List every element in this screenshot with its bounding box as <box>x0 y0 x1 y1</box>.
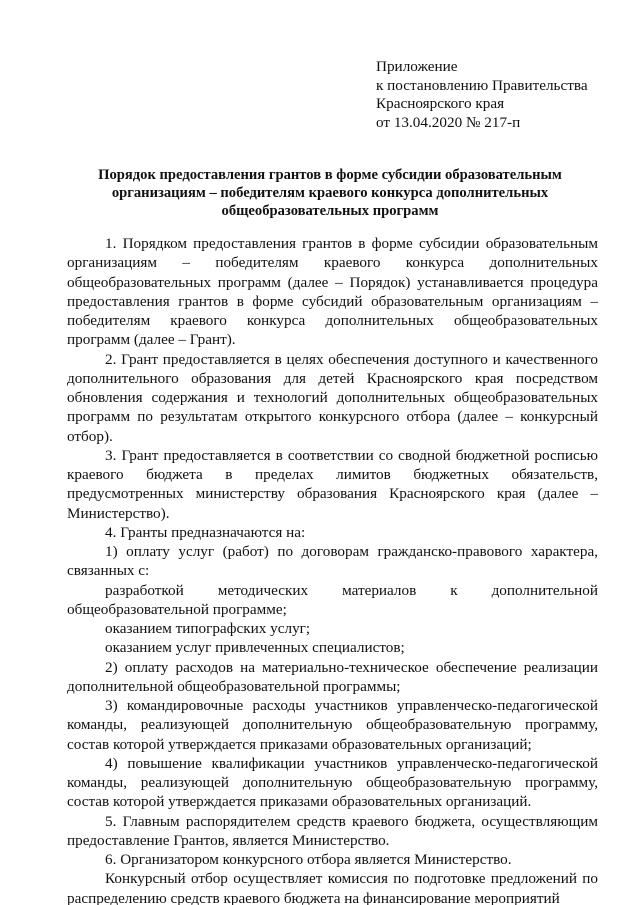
appendix-line: Красноярского края <box>376 95 505 113</box>
paragraph-3: 3. Грант предоставляется в соответствии со сводной бюджетной росписью краевого бюджета в пределах лимитов бюджетных обязательств, предусмотренных министерству образования Красноярского края (далее – Министерство). <box>67 446 598 522</box>
list-item-4-1-c: оказанием услуг привлеченных специалистов; <box>105 639 405 657</box>
paragraph-5: 5. Главным распорядителем средств краевого бюджета, осуществляющим предоставление Грантов, является Министерство. <box>67 812 598 849</box>
list-item-4-1-b: оказанием типографских услуг; <box>105 620 311 637</box>
appendix-line: Приложение <box>376 58 458 75</box>
title-line: общеобразовательных программ <box>221 203 439 219</box>
list-item-4-2: 2) оплату расходов на материально-техническое обеспечение реализации дополнительной общеобразовательной программы; <box>67 658 598 695</box>
list-item-4-1: 1) оплату услуг (работ) по договорам гражданско-правового характера, связанных с: <box>67 543 598 580</box>
paragraph-2: 2. Грант предоставляется в целях обеспечения доступного и качественного дополнительного образования для детей Красноярского края посредством обновления содержания и технологий дополнительных общеобразовательных программ по результатам открытого конкурсного отбора (далее – конкурсный отбор). <box>67 350 598 445</box>
title-line: Порядок предоставления грантов в форме субсидии образовательным <box>98 167 562 183</box>
list-item-4-4: 4) повышение квалификации участников управленческо-педагогической команды, реализующей дополнительную общеобразовательную программу, состав которой утверждается приказами образовательных организаций. <box>67 754 598 811</box>
list-item-4-3: 3) командировочные расходы участников управленческо-педагогической команды, реализующей дополнительную общеобразовательную программу, состав которой утверждается приказами образовательных организаций; <box>67 697 598 753</box>
document-body <box>67 234 598 905</box>
paragraph-4: 4. Гранты предназначаются на: <box>105 523 306 541</box>
document-title <box>60 166 600 220</box>
title-line: организациям – победителям краевого конкурса дополнительных <box>111 185 549 201</box>
paragraph-1: 1. Порядком предоставления грантов в форме субсидии образовательным организациям – победителям краевого конкурса дополнительных общеобразовательных программ (далее – Порядок) устанавливается процедура предоставления грантов в форме субсидий образовательным организациям – победителям краевого конкурса дополнительных общеобразовательных программ (далее – Грант). <box>67 235 598 349</box>
appendix-header <box>376 58 588 132</box>
appendix-date-number: от 13.04.2020 № 217-п <box>376 113 521 131</box>
paragraph-7: Конкурсный отбор осуществляет комиссия по подготовке предложений по распределению средств краевого бюджета на финансирование мероприятий <box>67 870 598 905</box>
appendix-line: к постановлению Правительства <box>376 76 588 94</box>
paragraph-6: 6. Организатором конкурсного отбора является Министерство. <box>105 851 512 868</box>
list-item-4-1-a: разработкой методических материалов к дополнительной общеобразовательной программе; <box>67 581 598 618</box>
